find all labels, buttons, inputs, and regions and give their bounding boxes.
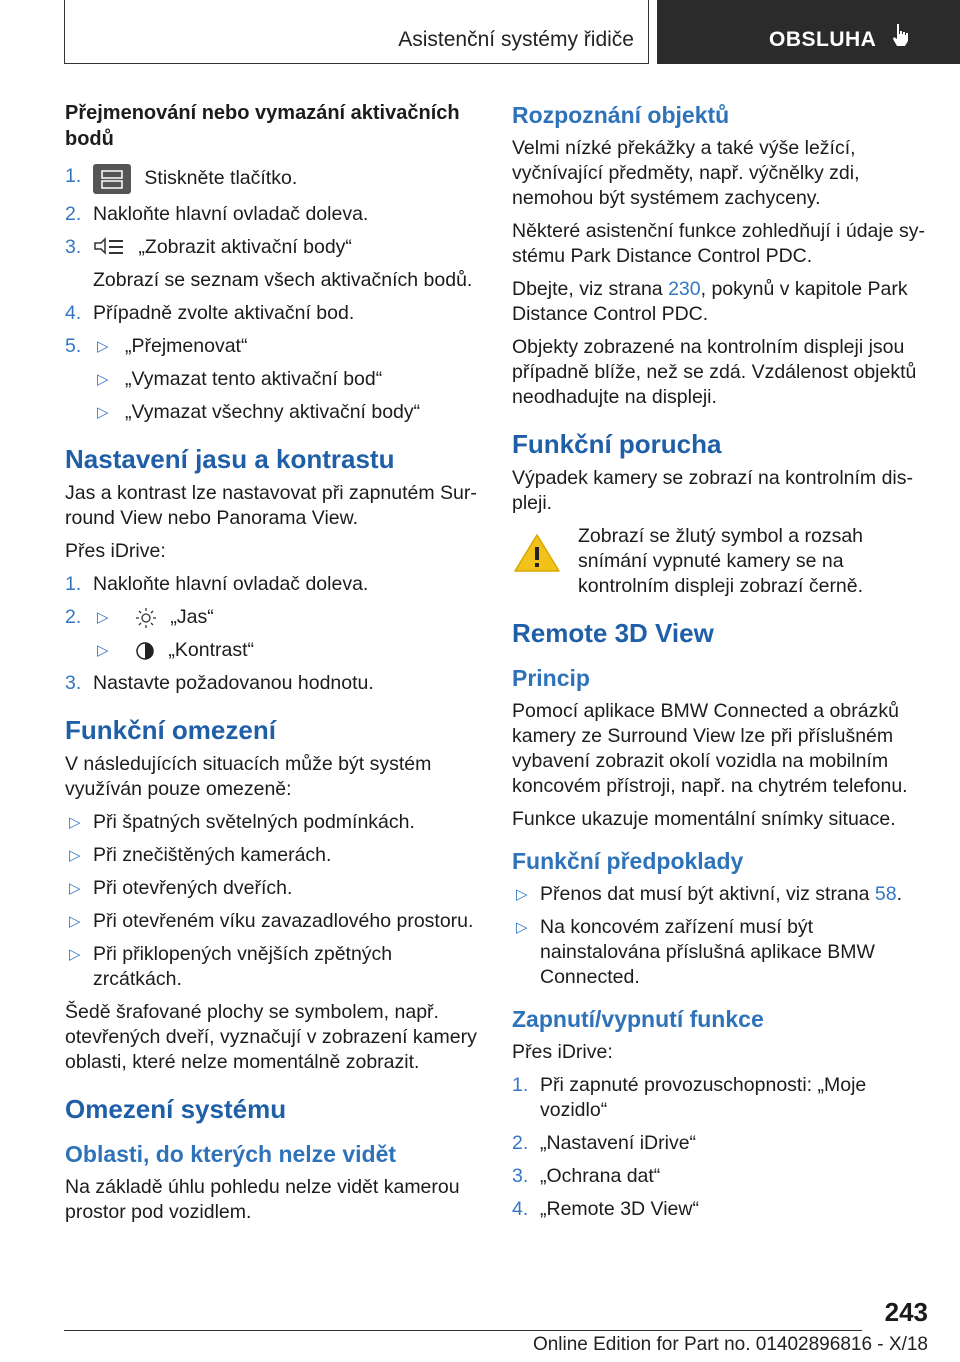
list-item xyxy=(65,810,477,835)
list-item xyxy=(512,915,928,990)
step-number: 4. xyxy=(512,1198,529,1220)
step-number: 2. xyxy=(65,203,82,225)
list-item-text: Při špatných světelných podmínkách. xyxy=(93,811,415,833)
step-text: Stiskněte tlačítko. xyxy=(144,167,298,190)
step-text: „Nastavení iDrive“ xyxy=(540,1132,697,1154)
warning-note xyxy=(512,524,928,599)
limits-heading: Funkční omezení xyxy=(65,715,276,745)
rename-heading: Přejmenování nebo vymazání aktivačních bodů xyxy=(65,102,460,150)
step-text: „Remote 3D View“ xyxy=(540,1198,699,1220)
list-item-text: Při otevřených dveřích. xyxy=(93,877,293,899)
blind-areas-heading: Oblasti, do kterých nelze vidět xyxy=(65,1141,397,1167)
step-number: 3. xyxy=(65,236,82,258)
object-detection-heading: Rozpoznání objektů xyxy=(512,102,730,128)
paragraph: V následujících situacích může být systém využíván pouze omezeně: xyxy=(65,753,432,800)
page-number: 243 xyxy=(884,1297,928,1327)
principle-heading: Princip xyxy=(512,665,590,691)
list-item xyxy=(65,671,477,696)
contrast-icon xyxy=(135,641,155,661)
sub-item-text: „Vymazat všechny aktivační body“ xyxy=(125,401,421,423)
fault-heading: Funkční porucha xyxy=(512,429,722,459)
prerequisites-heading: Funkční předpoklady xyxy=(512,848,744,874)
sun-icon xyxy=(135,607,157,629)
list-item xyxy=(65,843,477,868)
bullet-triangle-icon: ▷ xyxy=(97,404,109,421)
sub-item xyxy=(93,605,477,630)
warning-icon xyxy=(512,532,562,574)
right-column xyxy=(512,100,928,1230)
step-text: Případně zvolte aktivační bod. xyxy=(93,302,355,324)
list-item-text: Při znečištěných kamerách. xyxy=(93,844,332,866)
list-item xyxy=(65,909,477,934)
list-item xyxy=(65,638,477,663)
step-text: „Ochrana dat“ xyxy=(540,1165,661,1187)
list-item xyxy=(65,334,477,359)
step-number: 5. xyxy=(65,335,82,357)
paragraph: Na základě úhlu pohledu nelze vidět kamerou prostor pod vozidlem. xyxy=(65,1176,460,1223)
step-text: Při zapnuté provozuschopnosti: „Moje vozidlo“ xyxy=(540,1074,867,1121)
sub-item-text: „Vymazat tento aktivační bod“ xyxy=(125,368,383,390)
bullet-triangle-icon: ▷ xyxy=(69,814,81,831)
step-number: 3. xyxy=(65,672,82,694)
step-text: Nakloňte hlavní ovladač doleva. xyxy=(93,573,369,595)
bullet-triangle-icon: ▷ xyxy=(97,642,109,659)
bullet-triangle-icon: ▷ xyxy=(69,946,81,963)
bullet-triangle-icon: ▷ xyxy=(69,880,81,897)
sub-item xyxy=(93,638,477,663)
page-header xyxy=(64,0,960,64)
paragraph: Jas a kontrast lze nastavovat při zapnutém Surround View nebo Panorama View. xyxy=(65,482,477,529)
list-item xyxy=(512,1073,928,1123)
paragraph: Funkce ukazuje momentální snímky situace. xyxy=(512,808,896,830)
onoff-heading: Zapnutí/vypnutí funkce xyxy=(512,1006,764,1032)
page-link[interactable]: 230 xyxy=(668,278,701,300)
step-number: 1. xyxy=(65,573,82,595)
list-item-text: Při přiklopených vnějších zpětných zrcátkách. xyxy=(93,943,393,990)
sub-item xyxy=(93,400,477,425)
paragraph: Přes iDrive: xyxy=(512,1041,613,1063)
step-text: Nakloňte hlavní ovladač doleva. xyxy=(93,203,369,225)
list-item xyxy=(512,882,928,907)
brightness-heading: Nastavení jasu a kontrastu xyxy=(65,444,395,474)
list-item xyxy=(65,164,477,194)
left-column xyxy=(65,100,477,1233)
bullet-triangle-icon: ▷ xyxy=(97,371,109,388)
bullet-triangle-icon: ▷ xyxy=(69,913,81,930)
sub-item-text: „Přejmenovat“ xyxy=(125,335,248,357)
list-item xyxy=(65,367,477,392)
bullet-triangle-icon: ▷ xyxy=(516,919,528,936)
list-item xyxy=(65,876,477,901)
prerequisites-list xyxy=(512,882,928,990)
paragraph: Objekty zobrazené na kontrolním displeji jsou případně blíže, než se zdá. Vzdálenost objektů neodhadujte na displeji. xyxy=(512,336,917,408)
rename-steps xyxy=(65,164,477,425)
paragraph: Šedě šrafované plochy se symbolem, např. otevřených dveří, vyznačují v zobrazení kamery oblasti, které nelze momentálně zobrazit. xyxy=(65,1001,477,1073)
list-item xyxy=(65,942,477,992)
step-text: „Zobrazit aktivační body“ xyxy=(138,236,352,258)
sub-item xyxy=(93,334,477,359)
menu-button-icon xyxy=(93,164,131,194)
step-number: 2. xyxy=(65,606,82,628)
list-item xyxy=(512,1197,928,1222)
list-item xyxy=(65,400,477,425)
paragraph: Přes iDrive: xyxy=(65,540,166,562)
onoff-steps xyxy=(512,1073,928,1222)
activation-points-icon xyxy=(93,237,125,259)
list-item xyxy=(65,605,477,630)
page-link[interactable]: 58 xyxy=(874,883,897,905)
limits-list xyxy=(65,810,477,992)
footer-divider xyxy=(64,1330,862,1331)
sub-item-text: „Jas“ xyxy=(170,606,214,628)
sub-item xyxy=(93,367,477,392)
brightness-steps xyxy=(65,572,477,696)
list-item-text: Při otevřeném víku zavazadlového prostoru. xyxy=(93,910,474,932)
paragraph: Některé asistenční funkce zohledňují i údaje systému Park Distance Control PDC. xyxy=(512,220,925,267)
list-item-text: Na koncovém zařízení musí být nainstalována příslušná aplikace BMW Connected. xyxy=(540,916,875,988)
step-number: 2. xyxy=(512,1132,529,1154)
list-item xyxy=(65,572,477,597)
text-run: . xyxy=(896,883,903,905)
text-run: Dbejte, viz strana xyxy=(512,278,669,300)
sub-item-text: „Kontrast“ xyxy=(168,639,255,661)
list-item xyxy=(65,202,477,227)
step-number: 4. xyxy=(65,302,82,324)
bullet-triangle-icon: ▷ xyxy=(97,338,109,355)
text-run: Přenos dat musí být aktivní, viz strana xyxy=(540,883,875,905)
text-run: , pokynů v kapitole Park Distance Control PDC. xyxy=(512,278,908,325)
hand-pointer-icon xyxy=(890,22,912,48)
system-limits-heading: Omezení systému xyxy=(65,1094,287,1124)
paragraph xyxy=(512,277,928,327)
list-item xyxy=(65,235,477,260)
step-number: 1. xyxy=(512,1074,529,1096)
bullet-triangle-icon: ▷ xyxy=(516,886,528,903)
edition-note: Online Edition for Part no. 01402896816 - X/18 xyxy=(532,1334,928,1355)
bullet-triangle-icon: ▷ xyxy=(97,609,109,626)
paragraph: Výpadek kamery se zobrazí na kontrolním displeji. xyxy=(512,467,914,514)
list-item xyxy=(512,1164,928,1189)
step-number: 1. xyxy=(65,165,82,187)
list-item xyxy=(65,301,477,326)
step-text: Nastavte požadovanou hodnotu. xyxy=(93,672,374,694)
section-title: OBSLUHA xyxy=(769,28,877,51)
step-number: 3. xyxy=(512,1165,529,1187)
list-item xyxy=(512,1131,928,1156)
remote-3d-heading: Remote 3D View xyxy=(512,618,714,648)
chapter-title: Asistenční systémy řidiče xyxy=(398,28,634,51)
step-continuation: Zobrazí se seznam všech aktivačních bodů. xyxy=(93,269,473,291)
paragraph: Velmi nízké překážky a také výše ležící, vyčnívající předměty, např. výčnělky zdi, nemohou být systémem zachyceny. xyxy=(512,137,860,209)
paragraph: Pomocí aplikace BMW Connected a obrázků kamery ze Surround View lze při příslušném vybavení zobrazit okolí vozidla na mobilním koncovém přístroji, např. na chytrém telefonu. xyxy=(512,700,908,797)
warning-text: Zobrazí se žlutý symbol a rozsah snímání vypnuté kamery se na kontrolním displeji zobrazí černě. xyxy=(578,525,864,597)
bullet-triangle-icon: ▷ xyxy=(69,847,81,864)
chapter-tab xyxy=(64,0,649,64)
section-tab xyxy=(657,0,960,64)
